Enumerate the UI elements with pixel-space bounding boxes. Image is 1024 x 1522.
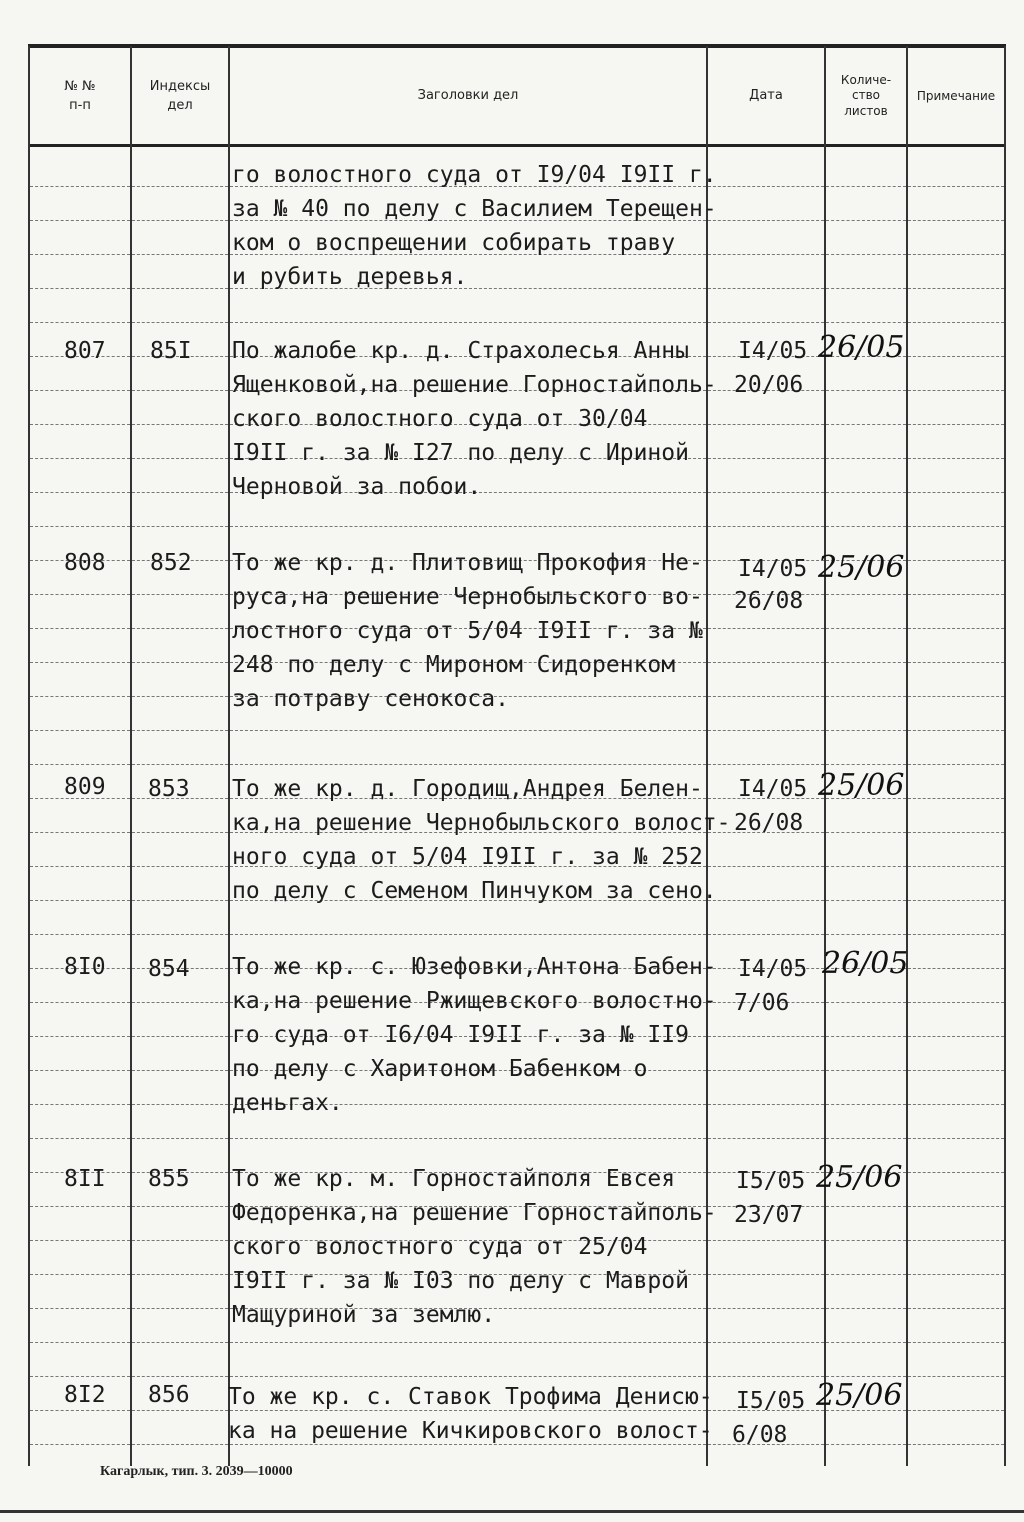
ruled-line <box>132 186 228 187</box>
col-line-1 <box>130 46 132 1466</box>
text-line: То же кр. м. Горностайполя Евсея <box>232 1166 676 1192</box>
ruled-line <box>30 1376 130 1377</box>
entry-number: 809 <box>64 774 106 800</box>
ruled-line <box>826 866 906 867</box>
ruled-line <box>908 1036 1004 1037</box>
ruled-line <box>826 288 906 289</box>
ruled-line <box>908 288 1004 289</box>
entry-date-start: I4/05 <box>738 338 808 364</box>
ruled-line <box>132 288 228 289</box>
ruled-line <box>908 560 1004 561</box>
ruled-line <box>132 390 228 391</box>
ruled-line <box>230 730 706 731</box>
ruled-line <box>230 934 706 935</box>
col-line-5 <box>906 46 908 1466</box>
text-line: По жалобе кр. д. Страхолесья Анны <box>232 338 689 364</box>
sheet-count-handwritten: 25/06 <box>816 1378 903 1413</box>
ruled-line <box>826 730 906 731</box>
ruled-line <box>826 764 906 765</box>
ruled-line <box>826 832 906 833</box>
entry-date-start: I4/05 <box>738 956 808 982</box>
ruled-line <box>708 492 824 493</box>
ruled-line <box>908 1342 1004 1343</box>
ruled-line <box>230 526 706 527</box>
text-line: Федоренка,на решение Горностайполь- <box>232 1200 717 1226</box>
entry-date-start: I4/05 <box>738 776 808 802</box>
ruled-line <box>908 1376 1004 1377</box>
ruled-line <box>30 322 130 323</box>
ruled-line <box>132 1104 228 1105</box>
ruled-line <box>30 1240 130 1241</box>
ruled-line <box>230 1376 706 1377</box>
ruled-line <box>132 424 228 425</box>
text-line: го волостного суда от I9/04 I9II г. <box>232 162 717 188</box>
ruled-line <box>826 696 906 697</box>
ruled-line <box>908 696 1004 697</box>
ruled-line <box>132 1274 228 1275</box>
ruled-line <box>30 526 130 527</box>
ruled-line <box>708 1274 824 1275</box>
ruled-line <box>708 322 824 323</box>
ruled-line <box>708 1376 824 1377</box>
ruled-line <box>908 934 1004 935</box>
ruled-line <box>30 764 130 765</box>
ruled-line <box>30 220 130 221</box>
ruled-line <box>30 1138 130 1139</box>
text-line: Черновой за побои. <box>232 474 482 500</box>
ruled-line <box>30 1308 130 1309</box>
ruled-line <box>132 934 228 935</box>
ruled-line <box>708 220 824 221</box>
ruled-line <box>708 186 824 187</box>
text-line: за потраву сенокоса. <box>232 686 509 712</box>
ruled-line <box>30 628 130 629</box>
ruled-line <box>826 1308 906 1309</box>
ruled-line <box>708 1138 824 1139</box>
ruled-line <box>30 900 130 901</box>
ruled-line <box>30 1002 130 1003</box>
text-line: го суда от I6/04 I9II г. за № II9 <box>232 1022 689 1048</box>
text-line: То же кр. д. Плитовищ Прокофия Не- <box>232 550 703 576</box>
ruled-line <box>132 1240 228 1241</box>
ruled-line <box>826 424 906 425</box>
sheet-count-handwritten: 25/06 <box>816 1160 903 1195</box>
header-bottom-border <box>28 144 1006 147</box>
text-line: за № 40 по делу с Василием Терещен- <box>232 196 717 222</box>
text-line: деньгах. <box>232 1090 343 1116</box>
ruled-line <box>132 1444 228 1445</box>
sheet-count-handwritten: 25/06 <box>818 768 905 803</box>
ruled-line <box>708 662 824 663</box>
ruled-line <box>30 458 130 459</box>
ruled-line <box>908 492 1004 493</box>
sheet-count-handwritten: 26/05 <box>822 946 909 981</box>
ruled-line <box>908 968 1004 969</box>
ruled-line <box>132 1036 228 1037</box>
entry-date-end: 26/08 <box>734 588 804 614</box>
ruled-line <box>908 832 1004 833</box>
ruled-line <box>708 900 824 901</box>
ruled-line <box>908 424 1004 425</box>
text-line: по делу с Харитоном Бабенком о <box>232 1056 648 1082</box>
ruled-line <box>30 1274 130 1275</box>
text-line: ного суда от 5/04 I9II г. за № 252 <box>232 844 703 870</box>
ruled-line <box>708 1308 824 1309</box>
entry-number: 808 <box>64 550 106 576</box>
ruled-line <box>826 1444 906 1445</box>
ruled-line <box>826 1138 906 1139</box>
ruled-line <box>826 526 906 527</box>
ruled-line <box>132 1376 228 1377</box>
col-line-3 <box>706 46 708 1466</box>
ruled-line <box>132 526 228 527</box>
ruled-line <box>708 628 824 629</box>
printer-imprint: Кагарлык, тип. 3. 2039—10000 <box>100 1464 293 1479</box>
ruled-line <box>708 866 824 867</box>
entry-date-end: 26/08 <box>734 810 804 836</box>
text-line: 248 по делу с Мироном Сидоренком <box>232 652 676 678</box>
ruled-line <box>908 730 1004 731</box>
text-line: То же кр. с. Ставок Трофима Денисю- <box>228 1384 713 1410</box>
ruled-line <box>826 1274 906 1275</box>
text-line: и рубить деревья. <box>232 264 468 290</box>
header-count: Количе- ство листов <box>840 72 892 118</box>
ruled-line <box>708 696 824 697</box>
ruled-line <box>908 1410 1004 1411</box>
ruled-line <box>708 288 824 289</box>
ruled-line <box>708 1240 824 1241</box>
text-line: Ященковой,на решение Горностайполь- <box>232 372 717 398</box>
ruled-line <box>132 322 228 323</box>
entry-index: 85I <box>150 338 192 364</box>
text-line: лостного суда от 5/04 I9II г. за № <box>232 618 703 644</box>
ruled-line <box>132 696 228 697</box>
text-line: ка,на решение Ржищевского волостно- <box>232 988 717 1014</box>
ruled-line <box>826 1206 906 1207</box>
header-title: Заголовки дел <box>417 88 519 104</box>
ruled-line <box>132 1342 228 1343</box>
entry-date-start: I4/05 <box>738 556 808 582</box>
ruled-line <box>30 1342 130 1343</box>
text-line: ского волостного суда от 25/04 <box>232 1234 648 1260</box>
ruled-line <box>30 1036 130 1037</box>
page-bottom-border <box>0 1510 1024 1513</box>
ruled-line <box>708 424 824 425</box>
ruled-line <box>708 458 824 459</box>
ruled-line <box>826 662 906 663</box>
ruled-line <box>826 1070 906 1071</box>
ruled-line <box>30 288 130 289</box>
ruled-line <box>826 186 906 187</box>
ruled-line <box>30 730 130 731</box>
ruled-line <box>908 1138 1004 1139</box>
text-line: I9II г. за № I27 по делу с Ириной <box>232 440 689 466</box>
text-line: руса,на решение Чернобыльского во- <box>232 584 703 610</box>
ruled-line <box>908 390 1004 391</box>
text-line: I9II г. за № I03 по делу с Маврой <box>232 1268 689 1294</box>
ruled-line <box>132 662 228 663</box>
entry-index: 856 <box>148 1382 190 1408</box>
entry-number: 8II <box>64 1166 106 1192</box>
ruled-line <box>132 832 228 833</box>
ruled-line <box>30 1206 130 1207</box>
header-index: Индексы дел <box>149 78 211 113</box>
col-line-right <box>1004 46 1006 1466</box>
ruled-line <box>826 458 906 459</box>
ruled-line <box>132 254 228 255</box>
ruled-line <box>908 1444 1004 1445</box>
entry-date-end: 6/08 <box>732 1422 788 1448</box>
ruled-line <box>908 458 1004 459</box>
sheet-count-handwritten: 26/05 <box>818 330 905 365</box>
ruled-line <box>30 934 130 935</box>
ruled-line <box>908 1206 1004 1207</box>
ruled-line <box>30 866 130 867</box>
ruled-line <box>30 254 130 255</box>
ruled-line <box>132 900 228 901</box>
ruled-line <box>708 1036 824 1037</box>
ruled-line <box>132 1070 228 1071</box>
ruled-line <box>30 424 130 425</box>
ruled-line <box>908 764 1004 765</box>
ruled-line <box>826 322 906 323</box>
ruled-line <box>132 730 228 731</box>
ruled-line <box>132 1308 228 1309</box>
ruled-line <box>30 390 130 391</box>
ruled-line <box>132 458 228 459</box>
ruled-line <box>908 1172 1004 1173</box>
ruled-line <box>132 492 228 493</box>
ruled-line <box>30 492 130 493</box>
text-line: То же кр. д. Городищ,Андрея Белен- <box>232 776 703 802</box>
ruled-line <box>908 1240 1004 1241</box>
text-line: ком о воспрещении собирать траву <box>232 230 676 256</box>
entry-date-end: 7/06 <box>734 990 790 1016</box>
entry-number: 8I2 <box>64 1382 106 1408</box>
text-line: ского волостного суда от 30/04 <box>232 406 648 432</box>
ruled-line <box>30 832 130 833</box>
ruled-line <box>230 322 706 323</box>
ruled-line <box>908 628 1004 629</box>
header-date: Дата <box>749 88 783 104</box>
ruled-line <box>908 1002 1004 1003</box>
entry-date-end: 23/07 <box>734 1202 804 1228</box>
ruled-line <box>826 390 906 391</box>
ruled-line <box>708 764 824 765</box>
ruled-line <box>908 798 1004 799</box>
entry-date-start: I5/05 <box>736 1168 806 1194</box>
ruled-line <box>826 900 906 901</box>
entry-date-start: I5/05 <box>736 1388 806 1414</box>
ruled-line <box>826 254 906 255</box>
ruled-line <box>826 1104 906 1105</box>
entry-number: 807 <box>64 338 106 364</box>
ruled-line <box>908 900 1004 901</box>
ruled-line <box>908 1308 1004 1309</box>
ruled-line <box>908 1104 1004 1105</box>
entry-index: 854 <box>148 956 190 982</box>
header-num: № № п-п <box>64 78 96 113</box>
ruled-line <box>708 934 824 935</box>
ruled-line <box>908 662 1004 663</box>
text-line: ка,на решение Чернобыльского волост- <box>232 810 731 836</box>
ruled-line <box>826 934 906 935</box>
ruled-line <box>132 1138 228 1139</box>
sheet-count-handwritten: 25/06 <box>818 550 905 585</box>
ruled-line <box>708 526 824 527</box>
col-line-4 <box>824 46 826 1466</box>
ruled-line <box>908 866 1004 867</box>
col-line-left <box>28 46 30 1466</box>
ruled-line <box>708 1070 824 1071</box>
ruled-line <box>908 356 1004 357</box>
ruled-line <box>826 1036 906 1037</box>
col-line-2 <box>228 46 230 1466</box>
ruled-line <box>30 186 130 187</box>
ruled-line <box>826 594 906 595</box>
entry-index: 853 <box>148 776 190 802</box>
ruled-line <box>30 594 130 595</box>
ruled-line <box>708 730 824 731</box>
ruled-line <box>826 220 906 221</box>
entry-number: 8I0 <box>64 954 106 980</box>
text-line: ка на решение Кичкировского волост- <box>228 1418 713 1444</box>
ruled-line <box>908 1070 1004 1071</box>
ruled-line <box>132 594 228 595</box>
text-line: То же кр. с. Юзефовки,Антона Бабен- <box>232 954 717 980</box>
ruled-line <box>908 322 1004 323</box>
text-line: по делу с Семеном Пинчуком за сено. <box>232 878 717 904</box>
ruled-line <box>826 628 906 629</box>
entry-index: 855 <box>148 1166 190 1192</box>
ruled-line <box>132 220 228 221</box>
ruled-line <box>708 254 824 255</box>
ruled-line <box>826 1002 906 1003</box>
ruled-line <box>230 1138 706 1139</box>
ruled-line <box>826 492 906 493</box>
ruled-line <box>908 254 1004 255</box>
ruled-line <box>826 1240 906 1241</box>
ruled-line <box>132 1206 228 1207</box>
ruled-line <box>30 662 130 663</box>
entry-date-end: 20/06 <box>734 372 804 398</box>
ruled-line <box>230 764 706 765</box>
ruled-line <box>230 1342 706 1343</box>
ruled-line <box>30 696 130 697</box>
ruled-line <box>132 628 228 629</box>
ruled-line <box>132 1002 228 1003</box>
ruled-line <box>908 186 1004 187</box>
text-line: Мащуриной за землю. <box>232 1302 496 1328</box>
ruled-line <box>132 866 228 867</box>
entry-index: 852 <box>150 550 192 576</box>
ruled-line <box>826 1376 906 1377</box>
ruled-line <box>826 1342 906 1343</box>
ruled-line <box>30 1104 130 1105</box>
ruled-line <box>30 1444 130 1445</box>
ruled-line <box>30 1070 130 1071</box>
ruled-line <box>132 764 228 765</box>
ruled-line <box>708 1104 824 1105</box>
ruled-line <box>708 1342 824 1343</box>
ruled-line <box>908 594 1004 595</box>
ruled-line <box>908 1274 1004 1275</box>
ruled-line <box>908 526 1004 527</box>
header-note: Примечание <box>916 89 996 103</box>
ruled-line <box>908 220 1004 221</box>
